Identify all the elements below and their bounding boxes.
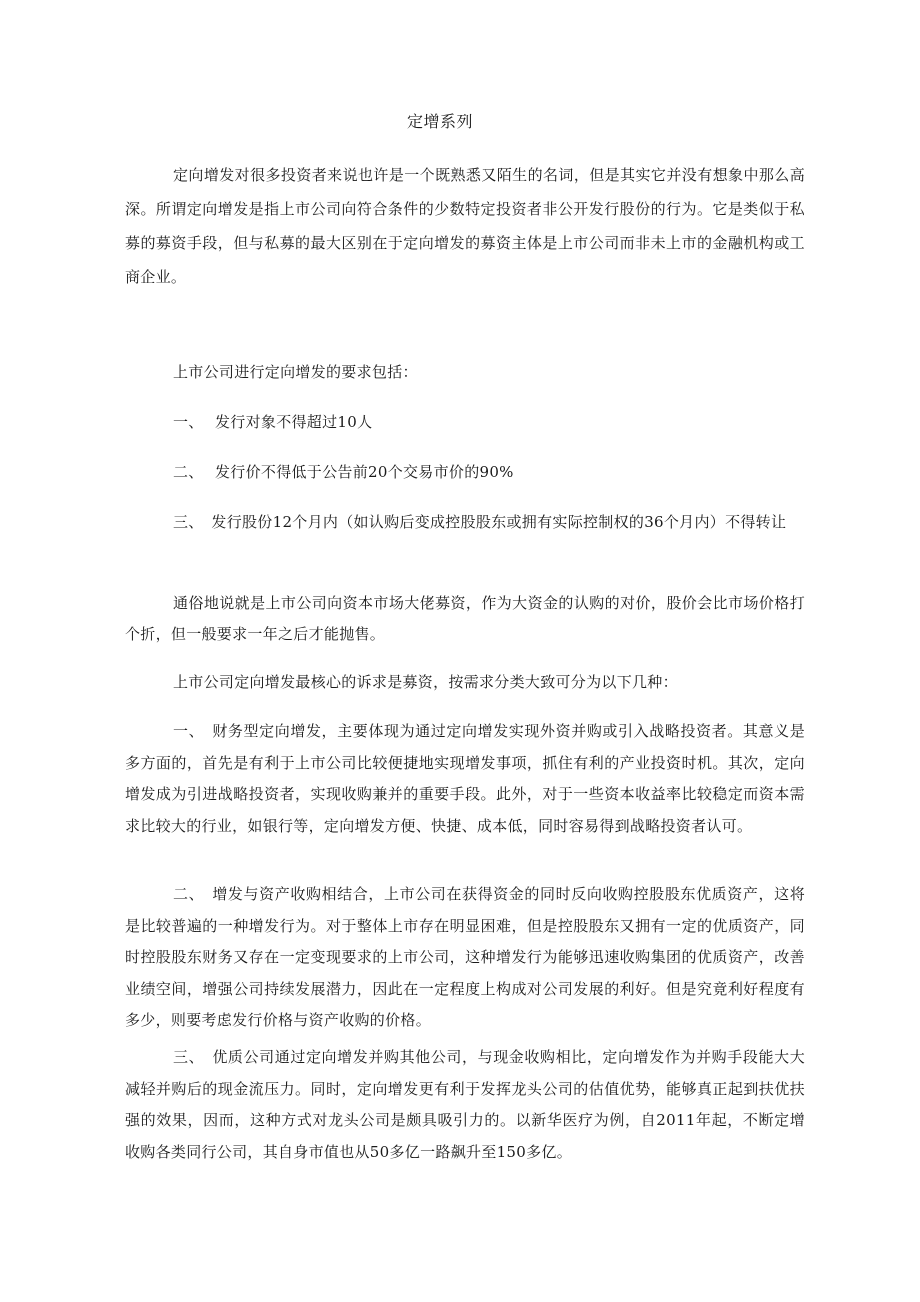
type-3-paragraph: 三、 优质公司通过定向增发并购其他公司，与现金收购相比，定向增发作为并购手段能大大减轻并购后的现金流压力。同时，定向增发更有利于发挥龙头公司的估值优势，能够真正起到扶优扶强的效果，因而，这种方式对龙头公司是颇具吸引力的。以新华医疗为例，自2011年起，不断定增收购各类同行公司，其自身市值也从50多亿一路飙升至150多亿。 <box>125 1048 805 1161</box>
intro-paragraph: 定向增发对很多投资者来说也许是一个既熟悉又陌生的名词，但是其实它并没有想象中那么高深。所谓定向增发是指上市公司向符合条件的少数特定投资者非公开发行股份的行为。它是类似于私募的募资手段，但与私募的最大区别在于定向增发的募资主体是上市公司而非未上市的金融机构或工商企业。 <box>125 166 805 286</box>
requirement-text: 发行对象不得超过10人 <box>215 413 373 431</box>
requirement-item-3: 三、 发行股份12个月内（如认购后变成控股股东或拥有实际控制权的36个月内）不得转让 <box>173 513 787 531</box>
list-marker: 一、 <box>173 413 204 431</box>
types-heading: 上市公司定向增发最核心的诉求是募资，按需求分类大致可分为以下几种： <box>173 673 678 691</box>
type-2-paragraph: 二、 增发与资产收购相结合，上市公司在获得资金的同时反向收购控股股东优质资产，这将是比较普遍的一种增发行为。对于整体上市存在明显困难，但是控股股东又拥有一定的优质资产，同时控股股东财务又存在一定变现要求的上市公司，这种增发行为能够迅速收购集团的优质资产，改善业绩空间，增强公司持续发展潜力，因此在一定程度上构成对公司发展的利好。但是究竟利好程度有多少，则要考虑发行价格与资产收购的价格。 <box>125 885 805 1029</box>
list-marker: 二、 <box>173 463 204 481</box>
requirement-item-1 <box>173 407 813 438</box>
type-1-paragraph: 一、 财务型定向增发，主要体现为通过定向增发实现外资并购或引入战略投资者。其意义是多方面的，首先是有利于上市公司比较便捷地实现增发事项，抓住有利的产业投资时机。其次，定向增发成为引进战略投资者，实现收购兼并的重要手段。此外，对于一些资本收益率比较稳定而资本需求比较大的行业，如银行等，定向增发方便、快捷、成本低，同时容易得到战略投资者认可。 <box>125 722 805 835</box>
page-title: 定增系列 <box>406 112 473 131</box>
requirement-item-2 <box>173 457 813 488</box>
requirements-heading: 上市公司进行定向增发的要求包括： <box>173 363 418 381</box>
requirement-text: 发行价不得低于公告前20个交易市价的90% <box>215 463 514 481</box>
plain-explanation-paragraph: 通俗地说就是上市公司向资本市场大佬募资，作为大资金的认购的对价，股价会比市场价格打个折，但一般要求一年之后才能抛售。 <box>125 594 805 643</box>
